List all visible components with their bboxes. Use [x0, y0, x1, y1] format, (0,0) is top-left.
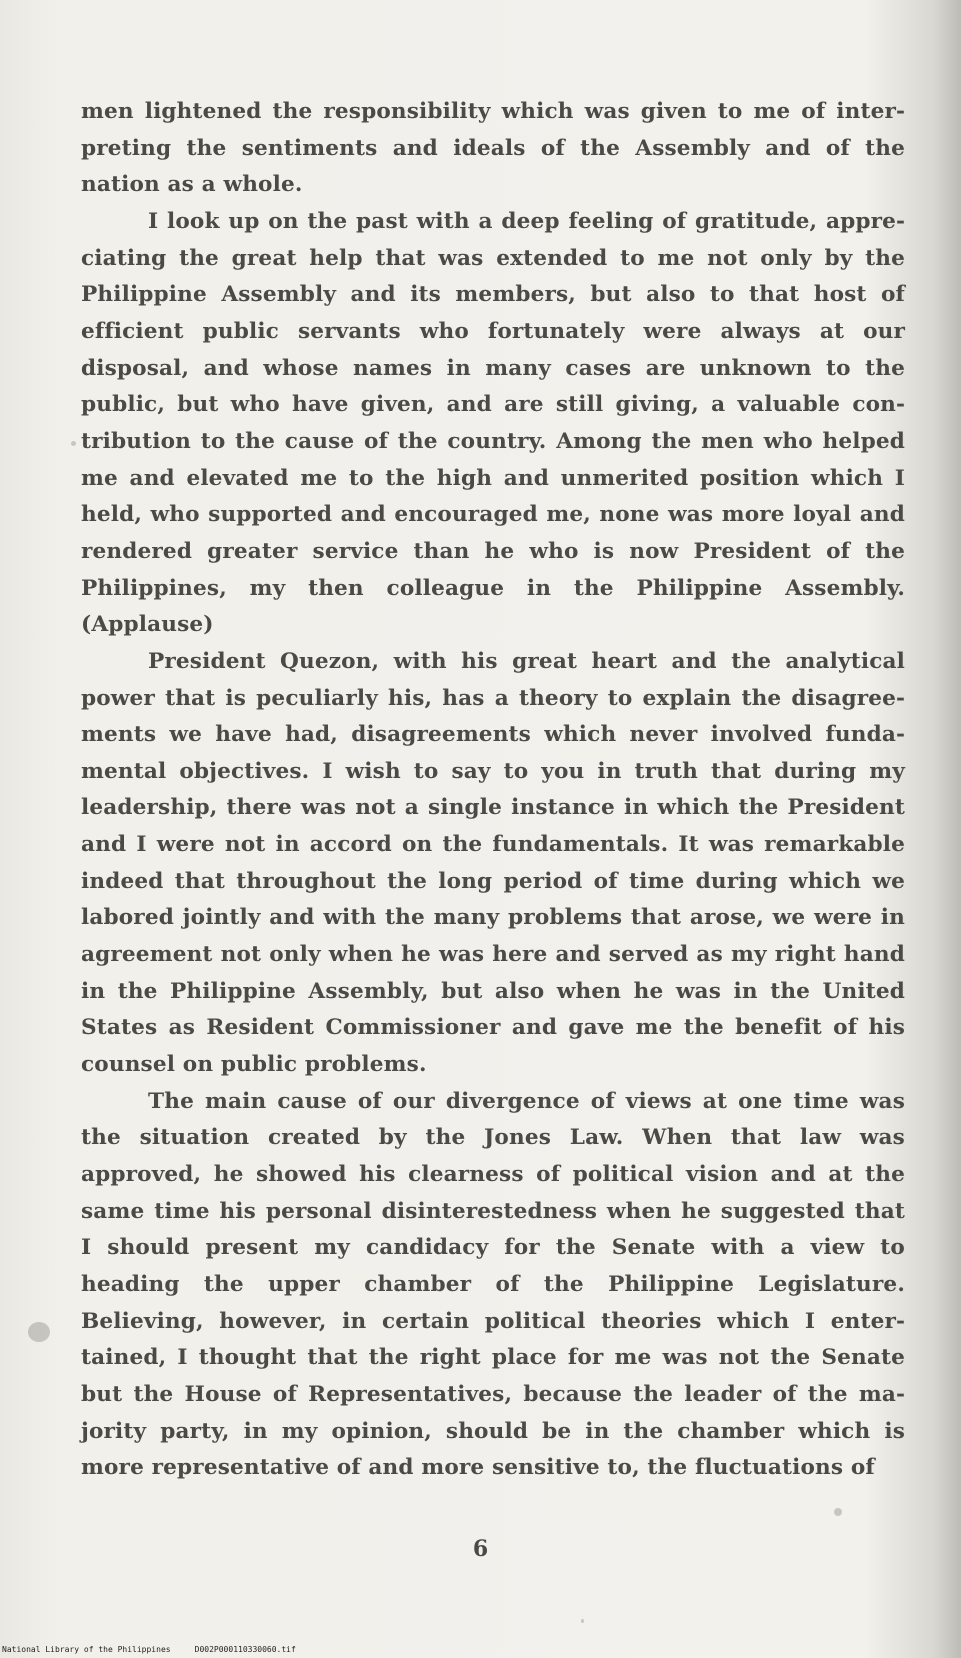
scan-speck	[581, 1619, 584, 1623]
paragraph-continuation: men lightened the responsibility which was given to me of interpreting the sentiments and ideals of the Assembly and of the nation as a whole.	[81, 99, 905, 198]
page-number: 6	[472, 1536, 489, 1562]
paragraph-quezon: President Quezon, with his great heart and the analytical power that is peculiarly his, has a theory to explain the disagreements we have had, disagreements which never involved fundamental objectives. I wish to say to you in truth that during my leadership, there was not a single instance in which the President and I were not in accord on the fundamentals. It was remarkable indeed that throughout the long period of time during which we labored jointly and with the many problems that arose, we were in agreement not only when he was here and served as my right hand in the Philippine Assembly, but also when he was in the United States as Resident Commissioner and gave me the benefit of his counsel on public problems.	[81, 648, 905, 1078]
body-text	[81, 94, 905, 1487]
scan-speck	[71, 441, 76, 446]
paragraph-gratitude: I look up on the past with a deep feeling of gratitude, appreciating the great help that was extended to me not only by the Philippine Assembly and its members, but also to that host of efficient public servants who fortunately were always at our disposal, and whose names in many cases are unknown to the public, but who have given, and are still giving, a valuable contribution to the cause of the country. Among the men who helped me and elevated me to the high and unmerited position which I held, who supported and encouraged me, none was more loyal and rendered greater service than he who is now President of the Philippines, my then colleague in the Philippine Assembly. (Applause)	[81, 208, 905, 638]
paragraph-jones-law: The main cause of our divergence of views at one time was the situation created by the Jones Law. When that law was approved, he showed his clearness of political vision and at the same time his personal disinterestedness when he suggested that I should present my candidacy for the Senate with a view to heading the upper chamber of the Philippine Legislature. Believing, however, in certain political theories which I entertained, I thought that the right place for me was not the Senate but the House of Representatives, because the leader of the majority party, in my opinion, should be in the chamber which is more representative of and more sensitive to, the fluctuations of	[81, 1088, 905, 1481]
footer-credit: National Library of the Philippines D002P000110330060.tif	[2, 1645, 296, 1654]
scan-speck	[834, 1508, 842, 1516]
scan-speck	[28, 1322, 50, 1342]
